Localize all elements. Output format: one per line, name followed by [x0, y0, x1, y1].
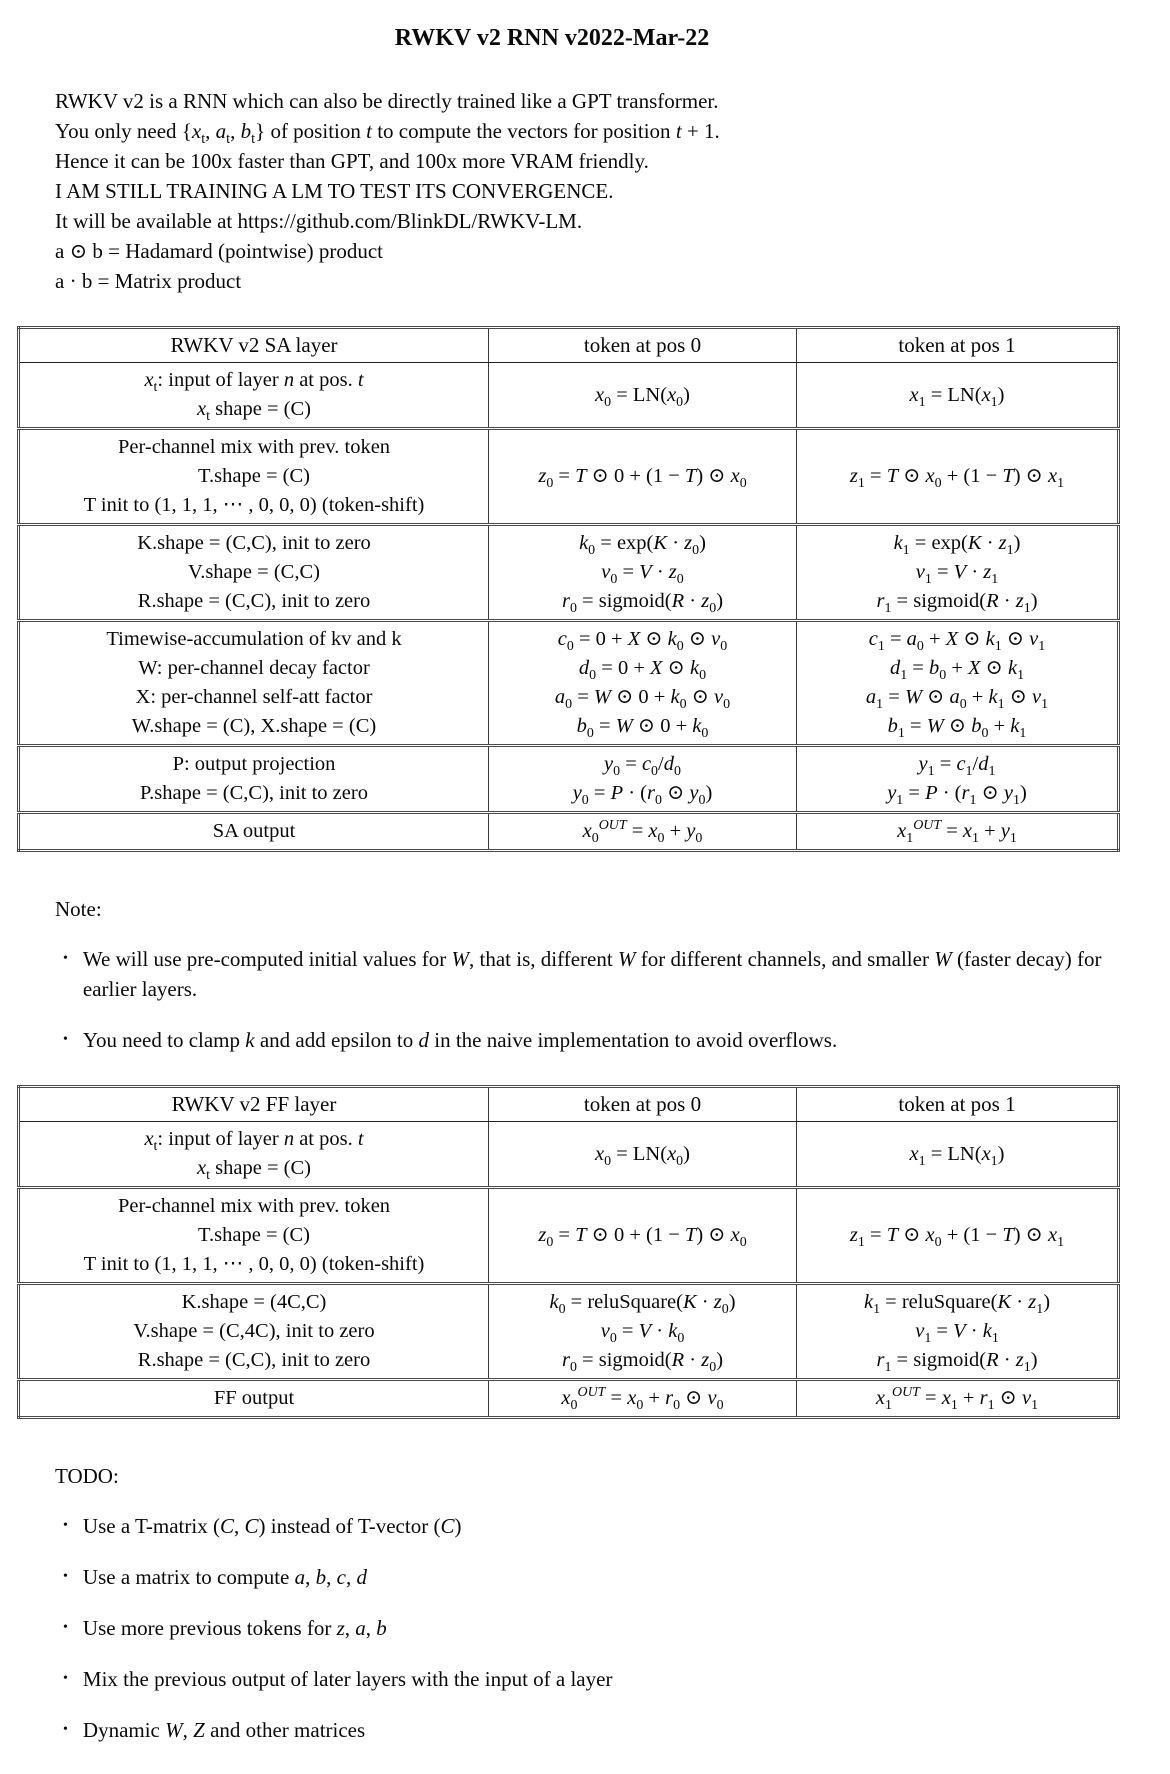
table-row-sa-output — [19, 813, 1119, 851]
formula-cell — [489, 746, 797, 813]
formula-line: $c_0 = 0 + X$ ⊙ $k_0$ ⊙ $v_0$ — [557, 628, 728, 655]
intro-line: You only need {$x_t$, $a_t$, $b_t$} of position t to compute the vectors for position t + 1. — [55, 119, 720, 148]
table-header-row — [19, 328, 1119, 363]
desc-line: P.shape = (C,C), init to zero — [140, 782, 368, 804]
column-header-layer: RWKV v2 SA layer — [19, 328, 489, 363]
formula-line: $z_0 = T$ ⊙ 0 + (1 − T) ⊙ $x_0$ — [538, 465, 747, 492]
desc-line: T init to (1, 1, 1, ⋯ , 0, 0, 0) (token-shift) — [83, 494, 425, 516]
formula-line: $k_1 = \exp(K \cdot z_1)$ — [893, 532, 1021, 559]
note-bullet-text: We will use pre-computed initial values for W, that is, different W for different channels, and smaller W (faster decay) for earlier layers. — [82, 947, 1102, 1001]
formula-cell — [489, 363, 797, 429]
desc-line: P: output projection — [172, 753, 336, 775]
todo-bullet — [63, 1664, 1103, 1694]
formula-cell — [489, 1188, 797, 1284]
table-row-token-shift — [19, 429, 1119, 525]
formula-cell — [489, 1122, 797, 1188]
desc-line: FF output — [213, 1387, 295, 1409]
desc-line: V.shape = (C,4C), init to zero — [133, 1320, 375, 1342]
desc-cell — [19, 813, 489, 851]
desc-cell — [19, 1188, 489, 1284]
column-header-pos1: token at pos 1 — [797, 1087, 1119, 1122]
bullet-icon: • — [63, 1032, 68, 1047]
formula-line: $y_0 = c_0/d_0$ — [604, 753, 681, 780]
formula-cell — [797, 1380, 1119, 1418]
desc-cell — [19, 1380, 489, 1418]
formula-line: $r_1$ = sigmoid(R · $z_1$) — [876, 1349, 1038, 1376]
formula-line: $v_1 = V \cdot z_1$ — [915, 561, 999, 588]
todo-bullet — [63, 1715, 1103, 1745]
desc-cell — [19, 429, 489, 525]
formula-line: $x_0^{OUT} = x_0 + r_0$ ⊙ $v_0$ — [561, 1385, 724, 1414]
formula-line: $r_0$ = sigmoid(R · $z_0$) — [561, 1349, 724, 1376]
column-header-pos0: token at pos 0 — [489, 1087, 797, 1122]
note-bullet — [63, 944, 1103, 1004]
table-row-token-shift — [19, 1188, 1119, 1284]
formula-line: $z_0 = T$ ⊙ 0 + (1 − T) ⊙ $x_0$ — [538, 1224, 747, 1251]
todo-bullet-text: Use a T-matrix (C, C) instead of T-vector (C) — [82, 1514, 462, 1538]
desc-line: Timewise-accumulation of kv and k — [106, 628, 402, 650]
todo-bullet-text: Use more previous tokens for z, a, b — [82, 1616, 387, 1640]
page-title: RWKV v2 RNN v2022-Mar-22 — [394, 25, 710, 51]
formula-cell — [797, 429, 1119, 525]
formula-line: $x_1 = LN(x_1)$ — [909, 383, 1005, 410]
todo-list — [63, 1511, 1120, 1745]
formula-line: $v_0 = V \cdot k_0$ — [600, 1320, 685, 1347]
table-row-kvr — [19, 525, 1119, 621]
formula-cell — [797, 746, 1119, 813]
formula-line: $r_0$ = sigmoid(R · $z_0$) — [561, 590, 724, 617]
formula-cell — [797, 363, 1119, 429]
formula-line: $x_0^{OUT} = x_0 + y_0$ — [582, 818, 703, 847]
intro-line: a ⊙ b = Hadamard (pointwise) product — [55, 239, 384, 263]
formula-cell — [797, 813, 1119, 851]
desc-line: W: per-channel decay factor — [138, 657, 370, 679]
formula-line: $b_1 = W$ ⊙ $b_0 + k_1$ — [887, 715, 1027, 742]
formula-line: $z_1 = T$ ⊙ $x_0 + (1 - T)$ ⊙ $x_1$ — [849, 465, 1065, 492]
formula-line: $c_1 = a_0 + X$ ⊙ $k_1$ ⊙ $v_1$ — [868, 628, 1046, 655]
formula-line: $z_1 = T$ ⊙ $x_0 + (1 - T)$ ⊙ $x_1$ — [849, 1224, 1065, 1251]
formula-line: $y_1 = c_1/d_1$ — [918, 753, 996, 780]
note-bullet-text: You need to clamp k and add epsilon to d in the naive implementation to avoid overflows. — [82, 1028, 838, 1052]
table-row-ff-output — [19, 1380, 1119, 1418]
formula-line: $x_1^{OUT} = x_1 + r_1$ ⊙ $v_1$ — [875, 1385, 1039, 1414]
desc-line: X: per-channel self-att factor — [135, 686, 373, 708]
table-row-projection — [19, 746, 1119, 813]
table-row-kvr — [19, 1284, 1119, 1380]
column-header-pos0: token at pos 0 — [489, 328, 797, 363]
formula-line: $d_0 = 0 + X$ ⊙ $k_0$ — [578, 657, 707, 684]
bullet-icon: • — [63, 1569, 68, 1584]
formula-line: $x_1 = LN(x_1)$ — [909, 1142, 1005, 1169]
desc-cell — [19, 1284, 489, 1380]
formula-line: $k_1$ = reluSquare(K · $z_1$) — [863, 1291, 1051, 1318]
desc-line: $x_t$ shape = (C) — [197, 1157, 311, 1184]
intro-paragraph — [55, 86, 1120, 296]
table-row-input — [19, 1122, 1119, 1188]
todo-heading: TODO: — [55, 1464, 119, 1488]
formula-cell — [489, 1284, 797, 1380]
column-header-layer: RWKV v2 FF layer — [19, 1087, 489, 1122]
desc-line: T.shape = (C) — [198, 465, 310, 487]
intro-line: Hence it can be 100x faster than GPT, and 100x more VRAM friendly. — [55, 149, 649, 173]
bullet-icon: • — [63, 1671, 68, 1686]
todo-bullet-text: Mix the previous output of later layers with the input of a layer — [82, 1667, 613, 1691]
table-header-row — [19, 1087, 1119, 1122]
formula-line: $y_0 = P \cdot (r_0$ ⊙ $y_0$) — [572, 782, 713, 809]
formula-cell — [489, 1380, 797, 1418]
desc-line: R.shape = (C,C), init to zero — [137, 1349, 371, 1371]
note-heading: Note: — [55, 897, 102, 921]
formula-cell — [797, 1122, 1119, 1188]
desc-line: Per-channel mix with prev. token — [117, 1195, 391, 1217]
formula-line: $x_0 = LN(x_0)$ — [595, 1142, 690, 1169]
formula-line: $r_1$ = sigmoid(R · $z_1$) — [876, 590, 1038, 617]
ff-layer-table — [17, 1085, 1120, 1419]
todo-bullet — [63, 1562, 1103, 1592]
desc-cell — [19, 1122, 489, 1188]
todo-bullet-text: Dynamic W, Z and other matrices — [82, 1718, 366, 1742]
formula-cell — [489, 813, 797, 851]
note-bullet — [63, 1025, 1103, 1055]
intro-line-url: It will be available at https://github.com/BlinkDL/RWKV-LM. — [55, 209, 583, 233]
desc-line: V.shape = (C,C) — [188, 561, 320, 583]
table-row-input — [19, 363, 1119, 429]
formula-line: $x_0 = LN(x_0)$ — [595, 383, 690, 410]
formula-line: $y_1 = P \cdot (r_1$ ⊙ $y_1$) — [887, 782, 1027, 809]
column-header-pos1: token at pos 1 — [797, 328, 1119, 363]
desc-line: $x_t$: input of layer n at pos. t — [144, 1128, 364, 1155]
formula-cell — [489, 621, 797, 746]
desc-line: R.shape = (C,C), init to zero — [137, 590, 371, 612]
desc-line: SA output — [212, 820, 296, 842]
formula-line: $a_0 = W$ ⊙ $0 + k_0$ ⊙ $v_0$ — [554, 686, 731, 713]
formula-cell — [797, 1188, 1119, 1284]
bullet-icon: • — [63, 1620, 68, 1635]
desc-cell — [19, 525, 489, 621]
formula-line: $k_0 = \exp(K \cdot z_0)$ — [579, 532, 706, 559]
sa-layer-table — [17, 326, 1120, 852]
desc-cell — [19, 363, 489, 429]
intro-line: RWKV v2 is a RNN which can also be directly trained like a GPT transformer. — [55, 89, 719, 113]
desc-line: Per-channel mix with prev. token — [117, 436, 391, 458]
desc-line: W.shape = (C), X.shape = (C) — [131, 715, 377, 737]
formula-cell — [489, 525, 797, 621]
desc-cell — [19, 621, 489, 746]
desc-line: K.shape = (4C,C) — [181, 1291, 327, 1313]
intro-line: a · b = Matrix product — [55, 269, 242, 293]
bullet-icon: • — [63, 1722, 68, 1737]
formula-line: $v_0 = V \cdot z_0$ — [601, 561, 684, 588]
intro-line: I AM STILL TRAINING A LM TO TEST ITS CONVERGENCE. — [55, 179, 614, 203]
desc-cell — [19, 746, 489, 813]
desc-line: $x_t$ shape = (C) — [197, 398, 311, 425]
formula-cell — [489, 429, 797, 525]
formula-line: $d_1 = b_0 + X$ ⊙ $k_1$ — [889, 657, 1025, 684]
desc-line: T.shape = (C) — [198, 1224, 310, 1246]
table-row-timewise — [19, 621, 1119, 746]
desc-line: K.shape = (C,C), init to zero — [137, 532, 371, 554]
desc-line: $x_t$: input of layer n at pos. t — [144, 369, 364, 396]
todo-bullet-text: Use a matrix to compute a, b, c, d — [82, 1565, 367, 1589]
bullet-icon: • — [63, 951, 68, 966]
formula-line: $a_1 = W$ ⊙ $a_0 + k_1$ ⊙ $v_1$ — [865, 686, 1049, 713]
formula-line: $k_0$ = reluSquare(K · $z_0$) — [549, 1291, 736, 1318]
formula-line: $b_0 = W$ ⊙ $0 + k_0$ — [576, 715, 709, 742]
formula-line: $x_1^{OUT} = x_1 + y_1$ — [897, 818, 1017, 847]
note-list — [63, 944, 1120, 1055]
todo-bullet — [63, 1511, 1103, 1541]
bullet-icon: • — [63, 1518, 68, 1533]
formula-cell — [797, 1284, 1119, 1380]
todo-bullet — [63, 1613, 1103, 1643]
formula-line: $v_1 = V \cdot k_1$ — [915, 1320, 999, 1347]
formula-cell — [797, 621, 1119, 746]
desc-line: T init to (1, 1, 1, ⋯ , 0, 0, 0) (token-shift) — [83, 1253, 425, 1275]
formula-cell — [797, 525, 1119, 621]
